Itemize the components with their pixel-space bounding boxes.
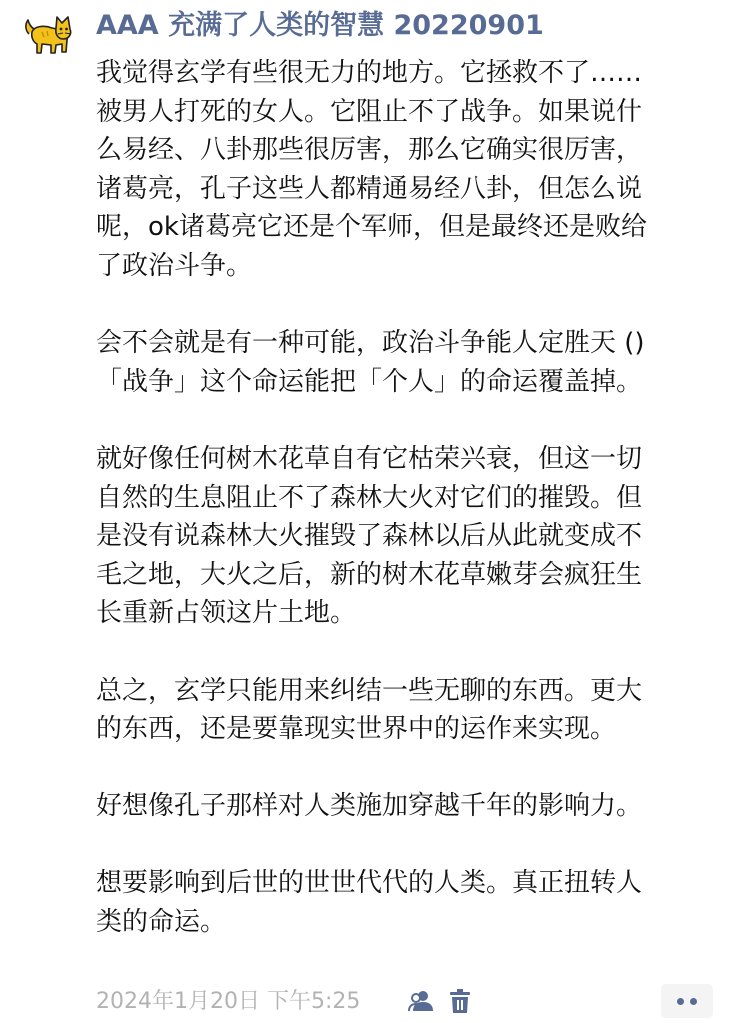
more-dots-icon <box>677 998 684 1005</box>
post-paragraph: 想要影响到后世的世世代代的人类。真正扭转人 类的命运。 <box>96 868 643 938</box>
post-paragraph: 好想像孔子那样对人类施加穿越千年的影响力。 <box>96 791 643 822</box>
cat-avatar-icon <box>22 12 74 62</box>
post-paragraph: 我觉得玄学有些很无力的地方。它拯救不了…… 被男人打死的女人。它阻止不了战争。如果说什 么易经、八卦那些很厉害，那么它确实很厉害， 诸葛亮，孔子这些人都精通易经八卦，但怎么说 呢，ok诸葛亮它还是个军师，但是最终还是败给 了政治斗争。 <box>96 58 647 281</box>
post-paragraph: 总之，玄学只能用来纠结一些无聊的东西。更大 的东西，还是要靠现实世界中的运作来实现。 <box>96 675 643 745</box>
trash-icon[interactable] <box>449 989 471 1014</box>
post-footer <box>96 984 721 1020</box>
avatar[interactable] <box>22 12 74 62</box>
post-paragraph: 会不会就是有一种可能，政治斗争能人定胜天 () 「战争」这个命运能把「个人」的命运覆盖掉。 <box>96 328 645 397</box>
timestamp: 2024年1月20日 下午5:25 <box>96 989 361 1014</box>
nickname[interactable]: AAA 充满了人类的智慧 20220901 <box>96 10 544 41</box>
more-button[interactable] <box>661 984 713 1018</box>
more-dots-icon <box>690 998 697 1005</box>
post-paragraph: 就好像任何树木花草自有它枯荣兴衰，但这一切 自然的生息阻止不了森林大火对它们的摧毁。但 是没有说森林大火摧毁了森林以后从此就变成不 毛之地，大火之后，新的树木花草嫩芽会疯狂生 长重新占领这片土地。 <box>96 443 643 629</box>
post-body <box>96 54 721 942</box>
people-icon[interactable] <box>408 989 434 1013</box>
